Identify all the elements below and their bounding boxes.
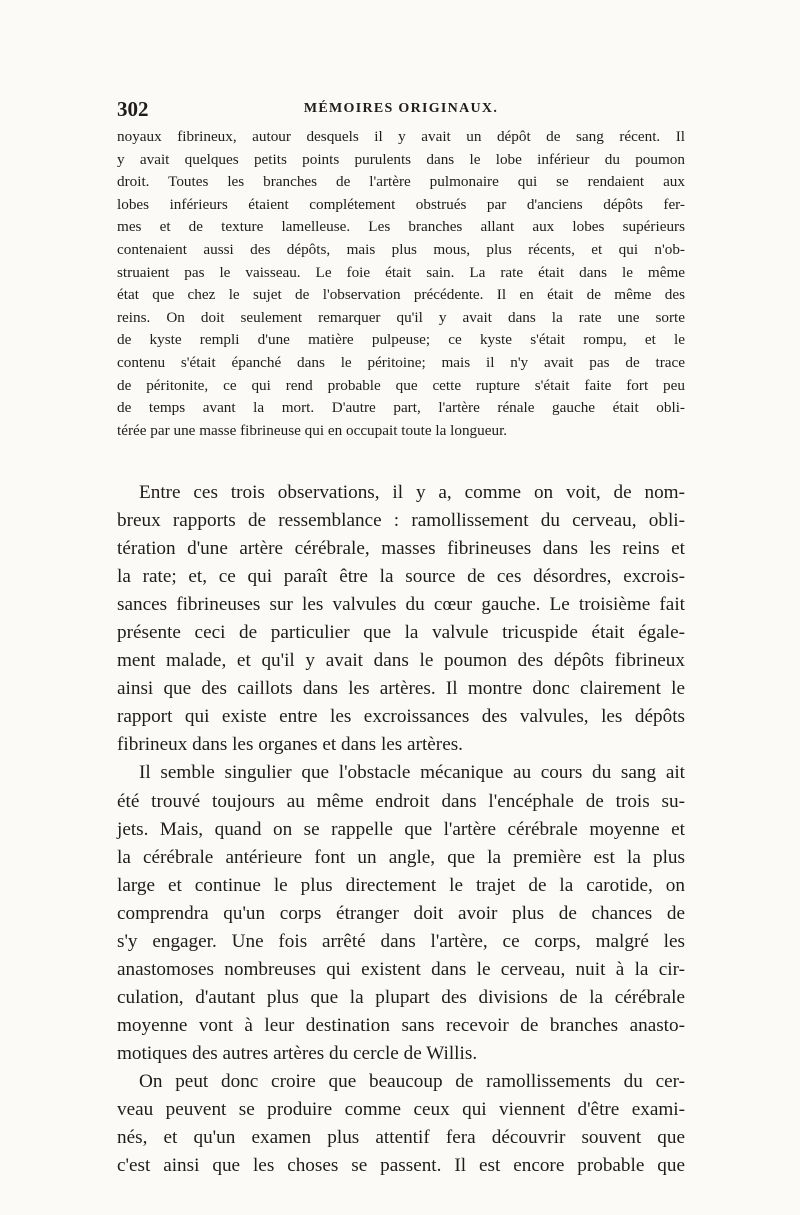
text-line: mes et de texture lamelleuse. Les branches allant aux lobes supérieurs [117,218,685,236]
text-line: struaient pas le vaisseau. Le foie était sain. La rate était dans le même [117,263,685,281]
text-line: y avait quelques petits points purulents dans le lobe inférieur du poumon [117,150,685,168]
text-line: la cérébrale antérieure font un angle, que la première est la plus [117,846,685,868]
text-line: de péritonite, ce qui rend probable que cette rupture s'était faite fort peu [117,376,685,394]
text-line: reins. On doit seulement remarquer qu'il y avait dans la rate une sorte [117,308,685,326]
discussion-text [117,479,685,1180]
text-line: On peut donc croire que beaucoup de ramollissements du cer- [139,1070,685,1092]
text-line: noyaux fibrineux, autour desquels il y avait un dépôt de sang récent. Il [117,128,685,145]
text-line: état que chez le sujet de l'observation précédente. Il en était de même des [117,286,685,304]
page-number: 302 [117,97,149,121]
text-line: breux rapports de ressemblance : ramollissement du cerveau, obli- [117,510,685,532]
text-line: présente ceci de particulier que la valvule tricuspide était égale- [117,622,685,644]
text-line: tération d'une artère cérébrale, masses fibrineuses dans les reins et [117,538,685,560]
text-line: comprendra qu'un corps étranger doit avoir plus de chances de [117,902,685,924]
text-line: la rate; et, ce qui paraît être la source de ces désordres, excrois- [117,566,685,588]
text-line: été trouvé toujours au même endroit dans l'encéphale de trois su- [117,790,685,812]
text-line: veau peuvent se produire comme ceux qui viennent d'être exami- [117,1099,685,1121]
text-line: de temps avant la mort. D'autre part, l'artère rénale gauche était obli- [117,399,685,417]
text-line: rapport qui existe entre les excroissances des valvules, les dépôts [117,706,685,728]
text-line: contenu s'était épanché dans le péritoine; mais il n'y avait pas de trace [117,353,685,371]
text-line: contenaient aussi des dépôts, mais plus mous, plus récents, et qui n'ob- [117,240,685,258]
text-line: moyenne vont à leur destination sans recevoir de branches anasto- [117,1014,685,1036]
text-line: nés, et qu'un examen plus attentif fera découvrir souvent que [117,1127,685,1149]
text-line: térée par une masse fibrineuse qui en occupait toute la longueur. [117,421,508,439]
running-title: MÉMOIRES ORIGINAUX. [303,101,499,116]
text-line: sances fibrineuses sur les valvules du cœur gauche. Le troisième fait [117,594,685,616]
text-line: Il semble singulier que l'obstacle mécanique au cours du sang ait [139,762,685,784]
text-line: de kyste rempli d'une matière pulpeuse; ce kyste s'était rompu, et le [117,331,685,349]
text-line: fibrineux dans les organes et dans les artères. [117,734,463,756]
text-line: large et continue le plus directement le trajet de la carotide, on [117,874,685,896]
text-line: lobes inférieurs étaient complétement obstrués par d'anciens dépôts fer- [117,195,685,213]
text-line: ainsi que des caillots dans les artères. Il montre donc clairement le [117,678,685,700]
observation-paragraph [117,126,685,442]
text-line: ment malade, et qu'il y avait dans le poumon des dépôts fibrineux [117,650,685,672]
text-line: culation, d'autant plus que la plupart des divisions de la cérébrale [117,986,685,1008]
text-line: s'y engager. Une fois arrêté dans l'artère, ce corps, malgré les [117,930,685,952]
text-line: droit. Toutes les branches de l'artère pulmonaire qui se rendaient aux [117,173,685,191]
text-line: jets. Mais, quand on se rappelle que l'artère cérébrale moyenne et [117,818,685,840]
text-line: anastomoses nombreuses qui existent dans le cerveau, nuit à la cir- [117,958,685,980]
text-line: Entre ces trois observations, il y a, comme on voit, de nom- [139,482,685,503]
page-header [117,97,685,127]
text-line: c'est ainsi que les choses se passent. Il est encore probable que [117,1155,685,1177]
text-line: motiques des autres artères du cercle de Willis. [117,1042,478,1064]
